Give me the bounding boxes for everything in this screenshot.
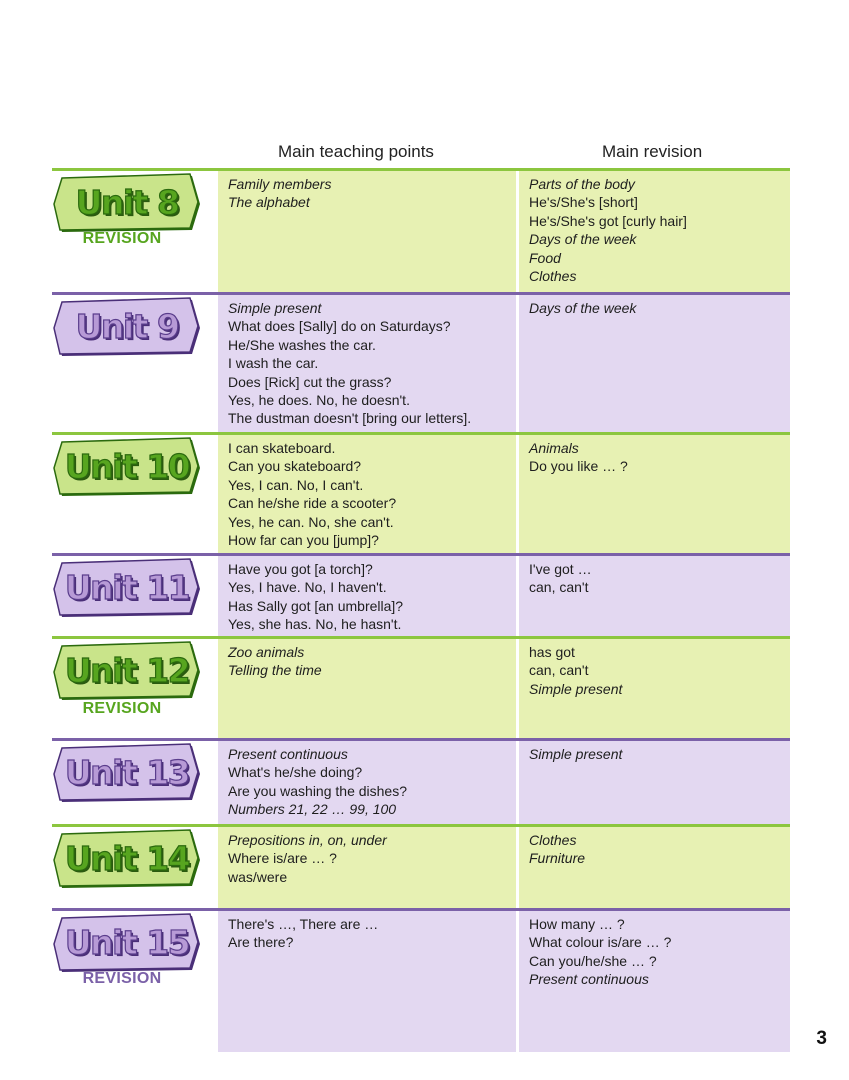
revision-point: Clothes [529,832,577,848]
teaching-point: Can he/she ride a scooter? [228,495,397,512]
unit-row [0,908,849,1052]
teaching-point: Can you skateboard? [228,458,362,475]
revision-point: Animals [529,440,579,456]
teaching-point: I can skateboard. [228,440,336,456]
teaching-point: Does [Rick] cut the grass? [228,373,392,390]
teaching-point: Are you washing the dishes? [228,782,407,799]
teaching-point: The dustman doesn't [bring our letters]. [228,410,472,427]
revision-cell [519,827,790,908]
unit-badge [52,742,202,802]
teaching-point: The alphabet [228,194,310,211]
unit-row [0,553,849,636]
revision-cell [519,639,790,738]
teaching-point: Telling the time [228,662,322,679]
teaching-point: Yes, I can. No, I can't. [228,476,364,493]
teaching-point: Yes, he does. No, he doesn't. [228,392,410,409]
column-headers [218,142,790,164]
teaching-point: Where is/are … ? [228,850,337,867]
revision-tag: REVISION [82,230,162,247]
teaching-point: Family members [228,176,332,192]
unit-label: Unit 14 [64,838,190,878]
unit-badge [52,640,202,700]
teaching-points-cell [218,295,516,432]
unit-badge [52,172,202,232]
teaching-points-cell [218,639,516,738]
teaching-point: was/were [228,868,288,885]
revision-point: Clothes [529,268,577,285]
unit-badge [52,296,202,356]
teaching-point: There's …, There are … [228,916,379,932]
unit-badge [52,828,202,888]
unit-label: Unit 10 [64,446,190,486]
main-revision-header: Main revision [602,142,703,161]
unit-badge [52,436,202,496]
revision-cell [519,556,790,636]
revision-point: Days of the week [529,300,637,316]
unit-badge [52,912,202,972]
teaching-point: He/She washes the car. [228,336,376,353]
unit-row [0,168,849,292]
revision-cell [519,911,790,1052]
unit-row [0,824,849,908]
unit-label: Unit 11 [64,567,190,607]
revision-point: Furniture [529,850,586,867]
revision-point: Do you like … ? [529,458,628,475]
revision-point: can, can't [529,579,589,596]
revision-point: How many … ? [529,916,625,932]
teaching-points-cell [218,556,516,636]
teaching-point: What does [Sally] do on Saturdays? [228,318,451,335]
teaching-point: Have you got [a torch]? [228,561,373,577]
teaching-points-cell [218,741,516,824]
revision-point: Parts of the body [529,176,635,192]
revision-cell [519,295,790,432]
teaching-point: Yes, she has. No, he hasn't. [228,616,402,633]
unit-label: Unit 9 [75,306,179,346]
unit-label: Unit 13 [64,752,190,792]
unit-row [0,292,849,432]
revision-tag: REVISION [82,970,162,987]
teaching-point: Has Sally got [an umbrella]? [228,597,404,614]
teaching-point: I wash the car. [228,355,319,372]
revision-cell [519,171,790,292]
teaching-point: Numbers 21, 22 … 99, 100 [228,801,397,818]
unit-row [0,738,849,824]
revision-point: What colour is/are … ? [529,934,672,951]
page-number: 3 [816,1028,827,1049]
revision-cell [519,741,790,824]
revision-point: can, can't [529,662,589,679]
unit-label: Unit 15 [64,922,190,962]
teaching-point: Yes, he can. No, she can't. [228,513,394,530]
main-teaching-points-header: Main teaching points [278,142,434,161]
unit-label: Unit 12 [64,650,190,690]
revision-point: has got [529,644,575,660]
revision-point: He's/She's [short] [529,194,638,211]
teaching-points-cell [218,435,516,553]
teaching-point: Present continuous [228,746,348,762]
unit-label: Unit 8 [75,182,179,222]
revision-point: Simple present [529,680,623,697]
revision-cell [519,435,790,553]
teaching-point: Prepositions in, on, under [228,832,387,848]
revision-point: Can you/he/she … ? [529,952,657,969]
revision-point: I've got … [529,561,592,577]
teaching-point: Yes, I have. No, I haven't. [228,579,387,596]
teaching-point: Are there? [228,934,294,951]
revision-tag: REVISION [82,700,162,717]
teaching-points-cell [218,827,516,908]
revision-point: Days of the week [529,231,637,248]
teaching-point: Zoo animals [228,644,305,660]
teaching-point: Simple present [228,300,322,316]
unit-row [0,636,849,738]
teaching-point: How far can you [jump]? [228,532,379,549]
teaching-points-cell [218,911,516,1052]
teaching-points-cell [218,171,516,292]
revision-point: Present continuous [529,971,649,988]
teaching-point: What's he/she doing? [228,764,363,781]
revision-point: Simple present [529,746,623,762]
revision-point: Food [529,249,561,266]
unit-row [0,432,849,553]
unit-badge [52,557,202,617]
revision-point: He's/She's got [curly hair] [529,212,687,229]
